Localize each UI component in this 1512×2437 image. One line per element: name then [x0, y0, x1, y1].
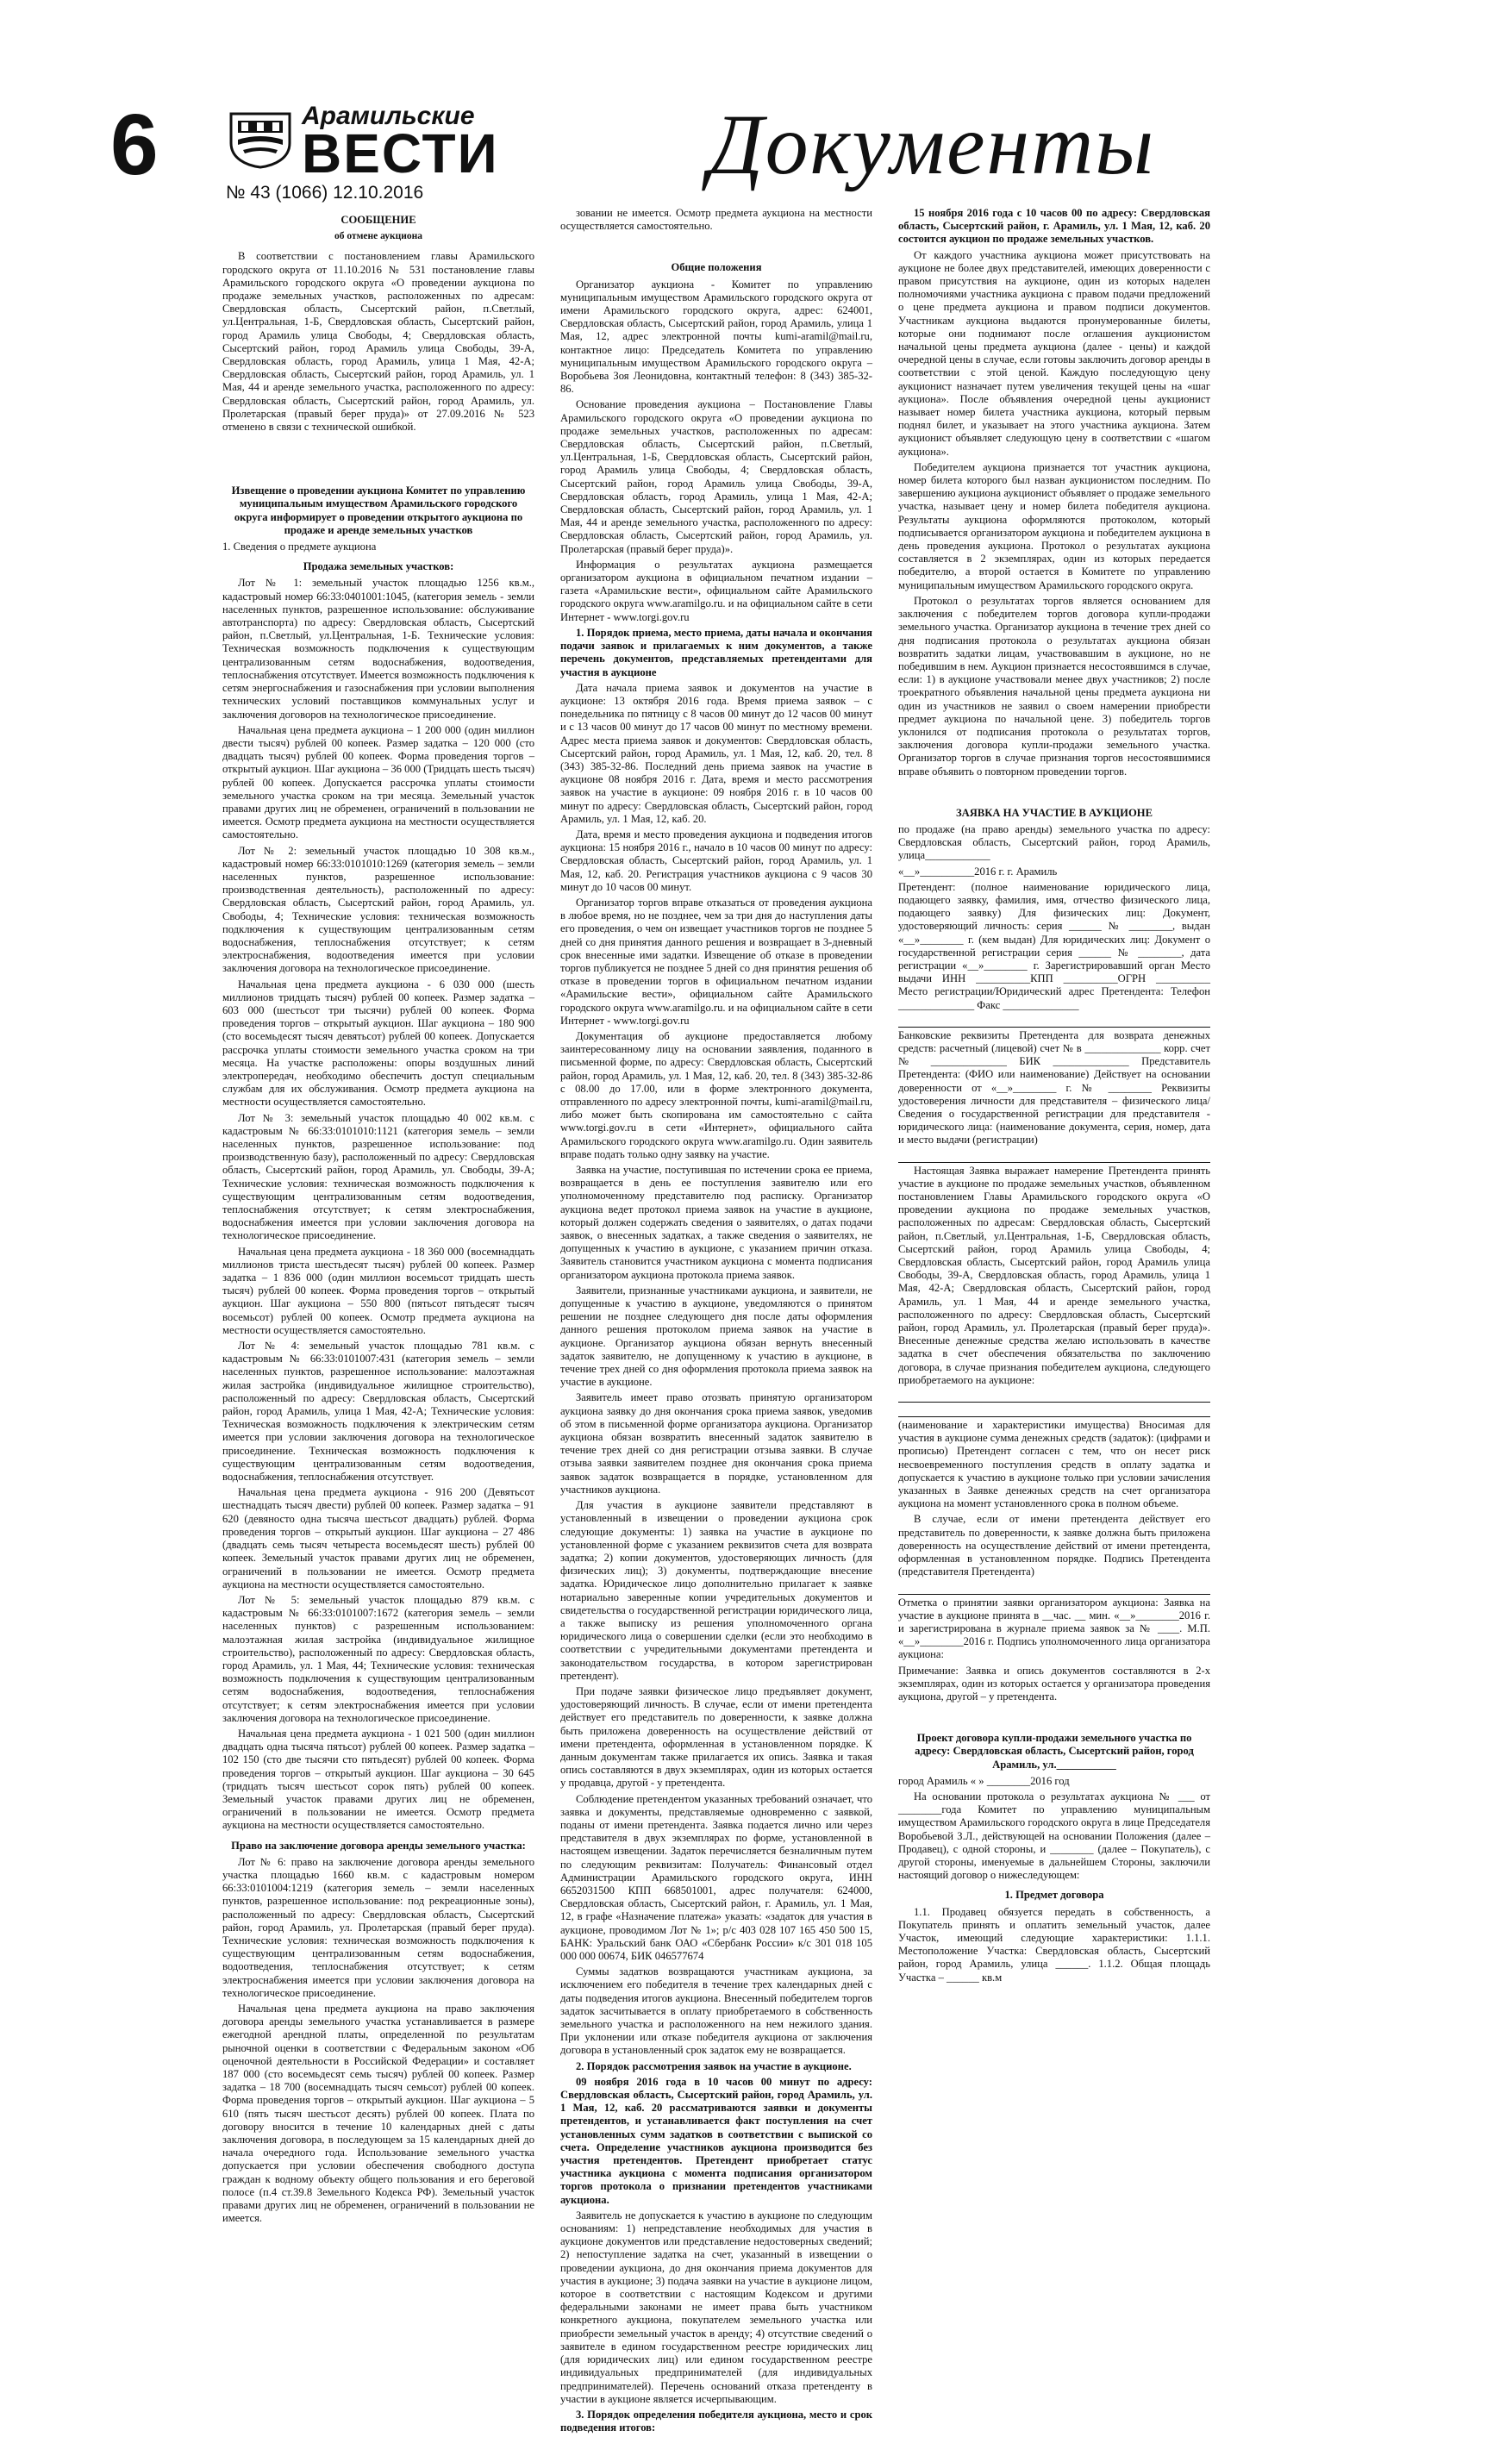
column-1 [222, 207, 534, 2228]
paragraph: Заявитель имеет право отозвать принятую организатором аукциона заявку до дня окончания срока приема заявок, уведомив об этом в письменной форме организатора аукциона. Организатор аукциона обязан возвратить внесенный задаток заявителю в течение трех дней со дня регистрации отзыва заявки. В случае отзыва заявки заявителем позднее дня окончания срока приема заявок задаток возвращается в порядке, установленном для участников аукциона. [560, 1391, 872, 1496]
page-number: 6 [110, 97, 159, 193]
contract-place-date: город Арамиль « » ________2016 год [898, 1774, 1070, 1787]
newspaper-name: ВЕСТИ [302, 122, 499, 184]
paragraph: Дата, время и место проведения аукциона и подведения итогов аукциона: 15 ноября 2016 г., начало в 10 часов 00 минут по адресу: Свердловская область, Сысертский район, город Арамиль, ул. 1 Мая, 12, каб. 20. Регистрация участников аукциона с 9 часов 30 минут до 10 часов 00 минут. [560, 828, 872, 893]
section-title: Документы [709, 97, 1156, 192]
paragraph: Организатор торгов вправе отказаться от проведения аукциона в любое время, но не позднее, чем за три дня до наступления даты его проведения, о чем он извещает участников торгов не позднее 5 дней со дня принятия данного решения и возвращает в 3-дневный срок внесенные ими задатки. Извещение об отказе в проведении торгов публикуется не позднее 5 дней со дня принятия решения об отказе в проведении торгов в официальном печатном издании «Арамильские вести», официальном сайте Арамильского городского округа www.aramilgo.ru. и на официальном сайте в сети Интернет - www.torgi.gov.ru [560, 896, 872, 1027]
lot-3-terms: Начальная цена предмета аукциона - 18 360 000 (восемнадцать миллионов триста шестьдесят тысяч) рублей 00 копеек. Размер задатка – 1 836 000 (один миллион восемьсот тридцать шесть тысяч) рублей 00 копеек. Форма проведения торгов – открытый аукцион. Шаг аукциона – 550 800 (пятьсот пятьдесят тысяч восемьсот) рублей 00 копеек. Осмотр предмета аукциона на местности осуществляется самостоятельно. [222, 1245, 534, 1336]
lot-1: Лот № 1: земельный участок площадью 1256 кв.м., кадастровый номер 66:33:0401001:1045, (категория земель - земли населенных пунктов, разрешенное использование: обслуживание автотранспорта) по адресу: Свердловская область, Сысертский район, п.Светлый, ул.Центральная, 1-Б. Технические условия: Техническая возможность подключения к существующим централизованным сетям водоснабжения, водоотведения, теплоснабжения отсутствует. Имеется возможность подключения к сетям энергоснабжения и газоснабжения при условии выполнения технических условий поставщиков коммунальных услуг и заключения договоров на технологическое присоединение. [222, 577, 534, 721]
newspaper-header [0, 0, 1512, 207]
paragraph: Заявка на участие, поступившая по истечении срока ее приема, возвращается в день ее поступления заявителю или его уполномоченному представителю под расписку. Организатор аукциона ведет протокол приема заявок на участие в аукционе, который должен содержать сведения о заявителях, о датах подачи заявок, о внесенных задатках, а также сведения о заявителях, не допущенных к участию в аукционе, с указанием причин отказа. Заявитель становится участником аукциона с момента подписания организатором аукциона протокола приема заявок. [560, 1164, 872, 1281]
lot-2-terms: Начальная цена предмета аукциона - 6 030 000 (шесть миллионов тридцать тысяч) рублей 00 копеек. Размер задатка – 603 000 (шестьсот три тысячи) рублей 00 копеек. Форма проведения торгов – открытый аукцион. Шаг аукциона – 180 900 (сто восемьдесят тысяч девятьсот) рублей 00 копеек. Допускается рассрочка уплаты стоимости земельного участка сроком на три месяца. На участке расположены: опоры воздушных линий электропередач, необходимо обеспечить доступ специальным службам для их обслуживания. Осмотр предмета аукциона на местности осуществляется самостоятельно. [222, 978, 534, 1109]
paragraph: От каждого участника аукциона может присутствовать на аукционе не более двух представителей, имеющих доверенности с правом присутствия на аукционе, один из которых наделен полномочиями участника аукциона с правом подачи предложений о цене предмета аукциона и правом подписи документов. Участникам аукциона выдаются пронумерованные билеты, которые они поднимают после оглашения аукционистом начальной цены предмета аукциона (далее - цены) и каждой очередной цены в случае, если готовы заключить договор аренды в соответствии с этой ценой. Каждую последующую цену аукционист назначает путем увеличения текущей цены на «шаг аукциона». После объявления очередной цены аукционист называет номер билета участника аукциона, который первым поднял билет, и указывает на этого участника аукциона. Затем аукционист объявляет следующую цену в соответствии с «шагом аукциона». [898, 248, 1210, 458]
notice-subtitle: об отмене аукциона [334, 231, 423, 242]
paragraph: При подаче заявки физическое лицо предъявляет документ, удостоверяющий личность. В случае, если от имени претендента действует его представитель по доверенности, к заявке должна быть приложена доверенность на осуществление действий от имени претендента, оформленная в установленном порядке. К данным документам также прилагается их опись. Заявка и такая опись составляются в двух экземплярах, один из которых остается у продавца, другой - у претендента. [560, 1684, 872, 1790]
form-applicant-fields: Претендент: (полное наименование юридического лица, подающего заявку, фамилия, имя, отчество физического лица, подающего заявку) Для физических лиц: Документ, удостоверяющий личность: серия ______ № ________, выдан «__»________ г. (кем выдан) Для юридических лиц: Документ о государственной регистрации серия ______ № ________, дата регистрации «__»________ г. Зарегистрировавший орган Место выдачи ИНН __________КПП __________ОГРН __________ Место регистрации/Юридический адрес Претендента: Телефон ______________ Факс ______________ [898, 880, 1210, 1011]
subsection-heading: Продажа земельных участков: [303, 560, 454, 573]
paragraph: по продаже (на право аренды) земельного участка по адресу: Свердловская область, Сысертский район, город Арамиль, улица____________ [898, 822, 1210, 862]
form-line [898, 1390, 1210, 1403]
newspaper-name-small: Арамильские [302, 102, 475, 130]
issue-info: № 43 (1066) 12.10.2016 [226, 183, 424, 203]
paragraph: Дата начала приема заявок и документов на участие в аукционе: 13 октября 2016 года. Время приема заявок – с понедельника по пятницу с 8 часов 00 минут до 12 часов 00 минут и с 13 часов 00 минут до 17 часов 00 минут по местному времени. Адрес места приема заявок и документов: Свердловская область, Сысертский район, город Арамиль, ул. 1 Мая, 12, каб. 20, тел. 8 (343) 385-32-86. Последний день приема заявок на участие в аукционе 08 ноября 2016 г. Дата, время и место рассмотрения заявок на участие в аукционе: 09 ноября 2016 г. в 10 часов 00 минут по адресу: Свердловская область, Сысертский район, город Арамиль, ул. 1 Мая, 12, каб. 20. [560, 681, 872, 825]
form-line [898, 1015, 1210, 1028]
subsection-heading: Право на заключение договора аренды земельного участка: [231, 1839, 526, 1852]
lot-2: Лот № 2: земельный участок площадью 10 308 кв.м., кадастровый номер 66:33:0101010:1269 (категория земель – земли населенных пунктов, разрешенное использование: производственная деятельность), расположенный по адресу: Свердловская область, Сысертский район, город Арамиль, ул. Свободы, 4; Технические условия: техническая возможность подключения к существующим централизованным сетям водоснабжения, теплоснабжения отсутствует; к сетям электроснабжения, водоотведения имеется при условии заключения договора на технологическое присоединение. [222, 844, 534, 975]
paragraph: Заявитель не допускается к участию в аукционе по следующим основаниям: 1) непредставление необходимых для участия в аукционе документов или представление недостоверных сведений; 2) непоступление задатка на счет, указанный в извещении о проведении аукциона, до дня окончания приема документов для участия в аукционе; 3) подача заявки на участие в аукционе лицом, которое в соответствии с настоящим Кодексом и другими федеральными законами не имеет права быть участником конкретного аукциона, покупателем земельного участка или приобрести земельный участок в аренду; 4) отсутствие сведений о заявителе в едином государственном реестре юридических лиц (для юридических лиц) или едином государственном реестре индивидуальных предпринимателей (для индивидуальных предпринимателей). Перечень оснований отказа претенденту в участии в аукционе является исчерпывающим. [560, 2209, 872, 2405]
form-note: Примечание: Заявка и опись документов составляются в 2-х экземплярах, один из которых остается у организатора проведения аукциона, другой – у претендента. [898, 1664, 1210, 1703]
form-bank-fields: Банковские реквизиты Претендента для возврата денежных средств: расчетный (лицевой) счет № в ______________ корр. счет № ______________ БИК ______________ Представитель Претендента: (ФИО или наименование) Действует на основании доверенности от «__»________ г. № ________ Реквизиты удостоверения личности для представителя – физического лица/ Сведения о государственной регистрации для представителя - юридического лица: (наименование документа, серия, номер, дата и место выдачи (регистрации) [898, 1028, 1210, 1147]
column-3 [898, 207, 1210, 1987]
lot-4: Лот № 4: земельный участок площадью 781 кв.м. с кадастровым № 66:33:0101007:431 (категория земель – земли населенных пунктов, разрешенное использование: малоэтажная жилая застройка (индивидуальное жилищное строительство), расположенный по адресу: Свердловская область, Сысертский район, город Арамиль, улица 1 Мая, 42-А; Технические условия: Техническая возможность подключения к электрическим сетям имеется при условии заключения договора на технологическое присоединение. Техническая возможность подключения к существующим централизованным сетям водоотведения, водоснабжения, теплоснабжения отсутствует. [222, 1340, 534, 1484]
paragraph: Соблюдение претендентом указанных требований означает, что заявка и документы, представляемые одновременно с заявкой, поданы от имени претендента. Заявка подается лично или через представителя в двух экземплярах по форме, установленной в настоящем извещении. Задаток перечисляется безналичным путем по следующим реквизитам: Получатель: Финансовый отдел Администрации Арамильского городского округа, ИНН 6652031500 КПП 668501001, адрес получателя: 624000, Свердловская область, Сысертский район, г. Арамиль, ул. 1 Мая, 12, в графе «Назначение платежа» указать: «задаток для участия в аукционе, проводимом Лот № 1»; р/с 403 028 107 165 450 500 15, БАНК: Уральский банк ОАО «Сбербанк России» к/с 301 018 105 000 000 00674, БИК 046577674 [560, 1792, 872, 1962]
paragraph: 09 ноября 2016 года в 10 часов 00 минут по адресу: Свердловская область, Сысертский район, город Арамиль, ул. 1 Мая, 12, каб. 20 рассматриваются заявки и документы претендентов, и устанавливается факт поступления на счет установленных сумм задатков в соответствии с выпиской со счета. Определение участников аукциона производится без участия претендентов. Претендент приобретает статус участника аукциона с момента подписания организатором торгов протокола о признании претендентов участниками аукциона. [560, 2075, 872, 2206]
section-heading: 1. Предмет договора [1004, 1889, 1104, 1902]
lot-5-terms: Начальная цена предмета аукциона - 1 021 500 (один миллион двадцать одна тысяча пятьсот) рублей 00 копеек. Размер задатка – 102 150 (сто две тысячи сто пятьдесят) рублей 00 копеек. Форма проведения торгов – открытый аукцион. Шаг аукциона – 30 645 (тридцать тысяч шестьсот сорок пять) рублей 00 копеек. Земельный участок правами других лиц не обременен, ограничений в пользовании не имеется. Осмотр предмета аукциона на местности осуществляется самостоятельно. [222, 1727, 534, 1832]
lot-4-terms: Начальная цена предмета аукциона - 916 200 (Девятьсот шестнадцать тысяч двести) рублей 00 копеек. Размер задатка – 91 620 (девяносто одна тысяча шестьсот двадцать) рублей. Форма проведения торгов – открытый аукцион. Шаг аукциона – 27 486 (двадцать семь тысяч четыреста восемьдесят шесть) рублей 00 копеек. Земельный участок правами других лиц не обременен, ограничений в пользовании не имеется. Осмотр предмета аукциона на местности осуществляется самостоятельно. [222, 1486, 534, 1590]
form-line [898, 1404, 1210, 1417]
paragraph: Победителем аукциона признается тот участник аукциона, номер билета которого был назван аукционистом последним. По завершению аукциона аукционист объявляет о продаже земельного участка, называет цену и номер билета победителя аукциона. Результаты аукциона оформляются протоколом, который подписывается организатором аукциона и победителем аукциона в день проведения аукциона. Протокол о результатах аукциона составляется в 2 экземплярах, один из которых передается победителю, а второй остается в Комитете по управлению муниципальным имуществом Арамильского городского округа. [898, 460, 1210, 591]
paragraph: На основании протокола о результатах аукциона № ___ от ________года Комитет по управлению муниципальным имуществом Арамильского городского округа в лице Председателя Воробьевой З.Л., действующей на основании Положения (далее – Продавец), с одной стороны, и ________ (далее – Покупатель), с другой стороны, именуемые в дальнейшем Стороны, заключили настоящий договор о нижеследующем: [898, 1790, 1210, 1882]
paragraph: Организатор аукциона - Комитет по управлению муниципальным имуществом Арамильского городского округа от имени Арамильского городского округа, адрес: 624001, Свердловская область, Сысертский район, город Арамиль, улица 1 Мая, 12, адрес электронной почты kumi-aramil@mail.ru, контактное лицо: Председатель Комитета по управлению муниципальным имуществом Арамильского городского округа – Воробьева Зоя Леонидовна, контактный телефон: 8 (343) 385-32-86. [560, 278, 872, 396]
paragraph: Настоящая Заявка выражает намерение Претендента принять участие в аукционе по продаже земельных участков, объявленном постановлением Главы Арамильского городского округа «О проведении аукциона по продаже земельных участков, расположенных по адресам: Свердловская область, Сысертский район, п.Светлый, ул.Центральная, 1-Б, Свердловская область, Сысертский район, город Арамиль улица Свободы, 4; Свердловская область, Сысертский район, город Арамиль улица Свободы, 39-А, Свердловская область, город Арамиль, улица 1 Мая, 42-А; Свердловская область, Сысертский район, город Арамиль, ул. 1 Мая, 44 и аренде земельного участка, расположенного по адресу: Свердловская область, Сысертский район, город Арамиль, ул. Пролетарская (правый берег пруда)». Внесенные денежные средства желаю использовать в качестве задатка в счет обеспечения обязательства по заключению договора, в случае признания победителем аукциона, следующего приобретаемого на аукционе: [898, 1164, 1210, 1386]
lot-5: Лот № 5: земельный участок площадью 879 кв.м. с кадастровым № 66:33:0101007:1672 (категория земель – земли населенных пунктов) с разрешенным использованием: малоэтажная жилая застройка (индивидуальное жилищное строительство), расположенный по адресу: Свердловская область, город Арамиль, ул. 1 Мая, 44; Технические условия: техническая возможность подключения к существующим централизованным сетям водоснабжения, водоотведения, теплоснабжения отсутствует; к сетям электроснабжения имеется при условии заключения договора на технологическое присоединение. [222, 1593, 534, 1724]
application-form-title: ЗАЯВКА НА УЧАСТИЕ В АУКЦИОНЕ [956, 806, 1153, 819]
form-date-line: «__»__________2016 г. г. Арамиль [898, 865, 1058, 878]
column-2 [560, 207, 872, 2437]
paragraph: Заявители, признанные участниками аукциона, и заявители, не допущенные к участию в аукционе, уведомляются о принятом решении не позднее следующего дня после даты оформления данного решения протоколом приема заявок на участие в аукционе. Организатор аукциона обязан вернуть внесенный задаток заявителю, не допущенному к участию в аукционе, в течение трех дней со дня оформления протокола приема заявок на участие в аукционе. [560, 1284, 872, 1389]
paragraph: Информация о результатах аукциона размещается организатором аукциона в официальном печатном издании – газета «Арамильские вести», официальном сайте Арамильского городского округа www.aramilgo.ru. и на официальном сайте в сети Интернет - www.torgi.gov.ru [560, 558, 872, 623]
paragraph: зовании не имеется. Осмотр предмета аукциона на местности осуществляется самостоятельно. [560, 207, 872, 233]
paragraph: Документация об аукционе предоставляется любому заинтересованному лицу на основании заявления, поданного в письменной форме, по адресу: Свердловская область, Сысертский район, город Арамиль, ул. 1 Мая, 12, каб. 20, тел. 8 (343) 385-32-86 с 08.00 до 17.00, или в форме электронного документа, отправленного по адресу электронной почты, kumi-aramil@mail.ru, либо может быть скопирована им самостоятельно с сайта www.torgi.gov.ru в сети «Интернет», официального сайта Арамильского городского округа www.aramilgo.ru. Один заявитель вправе подать только одну заявку на участие. [560, 1029, 872, 1160]
section-heading: 1. Сведения о предмете аукциона [222, 541, 377, 553]
lot-6: Лот № 6: право на заключение договора аренды земельного участка площадью 1660 кв.м. с кадастровым номером 66:33:0101004:1219 (категория земель – земли населенных пунктов, разрешенное использование: под рекреационные зоны), расположенный по адресу: Свердловская область, Сысертский район, город Арамиль, ул. Пролетарская (правый берег пруда). Технические условия: техническая возможность подключения к существующим централизованным сетям водоснабжения, водоотведения, теплоснабжения отсутствует; к сетям электроснабжения имеется при условии заключения договора на технологическое присоединение. [222, 1855, 534, 1999]
lot-3: Лот № 3: земельный участок площадью 40 002 кв.м. с кадастровым № 66:33:0101010:1121 (категория земель – земли населенных пунктов, разрешенное использование: под производственную базу), расположенный по адресу: Свердловская область, Сысертский район, город Арамиль, ул. Свободы, 39-А; Технические условия: техническая возможность подключения к существующим централизованным сетям водоотведения, теплоснабжения отсутствует; к сетям электроснабжения, водоснабжения имеется при условии заключения договора на технологическое присоединение. [222, 1111, 534, 1242]
paragraph: 1.1. Продавец обязуется передать в собственность, а Покупатель принять и оплатить земельный участок, далее Участок, имеющий следующие характеристики: 1.1.1. Местоположение Участка: Свердловская область, Сысертский район, город Арамиль, улица ______. 1.1.2. Общая площадь Участка – ______ кв.м [898, 1905, 1210, 1984]
paragraph: Протокол о результатах торгов является основанием для заключения с победителем торгов договора купли-продажи земельного участка. Организатор аукциона в течение трех дней со дня подписания протокола о результатах аукциона обязан возвратить задатки лицам, участвовавшим в аукционе, но не победившим в нем. Аукцион признается несостоявшимся в случае, если: 1) в аукционе участвовали менее двух участников; 2) после троекратного объявления начальной цены предмета аукциона ни один из участников не заявил о своем намерении приобрести предмет аукциона по начальной цене. 3) победитель торгов уклонился от подписания протокола о результатах торгов, заключения договора купли-продажи земельного участка. Организатор торгов в случае признания торгов несостоявшимися вправе объявить о повторном проведении торгов. [898, 594, 1210, 778]
contract-title: Проект договора купли-продажи земельного участка по адресу: Свердловская область, Сысертский район, город Арамиль, ул.___________ [915, 1732, 1194, 1771]
announcement-title: Извещение о проведении аукциона Комитет по управлению муниципальным имуществом Арамильского городского округа информирует о проведении открытого аукциона по продаже и аренде земельных участков [231, 484, 526, 536]
lot-1-terms: Начальная цена предмета аукциона – 1 200 000 (один миллион двести тысяч) рублей 00 копеек. Размер задатка – 120 000 (сто двадцать тысяч) рублей 00 копеек. Форма проведения торгов – открытый аукцион. Шаг аукциона – 36 000 (Тридцать шесть тысяч) рублей 00 копеек. Допускается рассрочка уплаты стоимости земельного участка сроком на три месяца. Земельный участок правами других лиц не обременен, ограничений в пользовании не имеется. Осмотр предмета аукциона на местности осуществляется самостоятельно. [222, 723, 534, 841]
paragraph: 15 ноября 2016 года с 10 часов 00 по адресу: Свердловская область, Сысертский район, г. Арамиль, ул. 1 Мая, 12, каб. 20 состоится аукцион по продаже земельных участков. [898, 207, 1210, 246]
paragraph: В соответствии с постановлением главы Арамильского городского округа от 11.10.2016 № 531 постановление главы Арамильского городского округа «О проведении аукциона по продаже земельных участков, расположенных по адресам: Свердловская область, Сысертский район, п.Светлый, ул.Центральная, 1-Б, Свердловская область, Сысертский район, город Арамиль улица Свободы, 4; Свердловская область, Сысертский район, город Арамиль улица Свободы, 39-А, Свердловская область, город Арамиль, улица 1 Мая, 42-А; Свердловская область, Сысертский район, город Арамиль, ул. 1 Мая, 44 и аренде земельного участка, расположенного по адресу: Свердловская область, Сысертский район, город Арамиль, ул. Пролетарская (правый берег пруда)» от 27.09.2016 № 523 отменено в связи с технической ошибкой. [222, 250, 534, 434]
paragraph: Для участия в аукционе заявители представляют в установленный в извещении о проведении аукциона срок следующие документы: 1) заявка на участие в аукционе по установленной форме с указанием реквизитов счета для возврата задатка; 2) копии документов, удостоверяющих личность (для физических лиц); 3) документы, подтверждающие внесение задатка. Юридическое лицо дополнительно прилагает к заявке нотариально заверенные копии учредительных документов и свидетельства о государственной регистрации юридического лица, а также выписку из решения уполномоченного органа юридического лица о совершении сделки (если это необходимо в соответствии с учредительными документами претендента и законодательством государства, в котором зарегистрирован претендент). [560, 1499, 872, 1682]
form-acceptance-mark: Отметка о принятии заявки организатором аукциона: Заявка на участие в аукционе принята в __час. __ мин. «__»________2016 г. и зарегистрирована в журнале приема заявок за № ____. М.П. «__»________2016 г. Подпись уполномоченного лица организатора аукциона: [898, 1596, 1210, 1661]
paragraph: В случае, если от имени претендента действует его представитель по доверенности, к заявке должна быть приложена доверенность на осуществление действий от имени претендента, оформленная в установленном порядке. Подпись Претендента (представителя Претендента) [898, 1513, 1210, 1578]
notice-title: СООБЩЕНИЕ [341, 214, 416, 226]
section-heading: 3. Порядок определения победителя аукциона, место и срок подведения итогов: [560, 2408, 872, 2434]
paragraph: Суммы задатков возвращаются участникам аукциона, за исключением его победителя в течение трех календарных дней с даты подведения итогов аукциона. Внесенный победителем торгов задаток засчитывается в оплату приобретаемого в собственность земельного участка и расположенного на нем нежилого здания. При уклонении или отказе победителя аукциона от заключения договора в установленный срок задаток ему не возвращается. [560, 1965, 872, 2057]
coat-of-arms-icon [226, 110, 295, 169]
section-heading: 2. Порядок рассмотрения заявок на участие в аукционе. [576, 2059, 852, 2072]
section-heading: Общие положения [671, 261, 762, 274]
paragraph: (наименование и характеристики имущества) Вносимая для участия в аукционе сумма денежных средств (задаток): (цифрами и прописью) Претендент согласен с тем, что он несет риск несвоевременного поступления средств в оплату задатка и допускается к участию в аукционе только при условии зачисления указанных в Заявке денежных средств на счет организатора аукциона на момент установленного срока в полном объеме. [898, 1419, 1210, 1510]
form-line [898, 1582, 1210, 1595]
lot-6-terms: Начальная цена предмета аукциона на право заключения договора аренды земельного участка устанавливается в размере ежегодной арендной платы, определенной по результатам рыночной оценки в соответствии с Федеральным законом «Об оценочной деятельности в Российской Федерации» и составляет 187 000 (сто восемьдесят семь тысяч) рублей 00 копеек. Размер задатка – 18 700 (восемнадцать тысяч семьсот) рублей 00 копеек. Форма проведения торгов – открытый аукцион. Шаг аукциона – 5 610 (пять тысяч шестьсот десять) рублей 00 копеек. Плата по договору вносится в течение 10 календарных дней с даты заключения договора, в последующем за 15 календарных дней до начала очередного года. Использование земельного участка допускается при условии обеспечения свободного доступа граждан к водному объекту общего пользования и его береговой полосе (п.4 ст.39.8 Земельного Кодекса РФ). Земельный участок правами других лиц не обременен, ограничений в пользовании не имеется. [222, 2003, 534, 2225]
section-heading: 1. Порядок приема, место приема, даты начала и окончания подачи заявок и прилагаемых к ним документов, а также перечень документов, представляемых претендентами для участия в аукционе [560, 626, 872, 678]
form-line [898, 1150, 1210, 1163]
paragraph: Основание проведения аукциона – Постановление Главы Арамильского городского округа «О проведении аукциона по продаже земельных участков, расположенных по адресам: Свердловская область, Сысертский район, п.Светлый, ул.Центральная, 1-Б, Свердловская область, Сысертский район, город Арамиль улица Свободы, 4; Свердловская область, Сысертский район, город Арамиль улица Свободы, 39-А, Свердловская область, город Арамиль, улица 1 Мая, 42-А; Свердловская область, Сысертский район, город Арамиль, ул. 1 Мая, 44 и аренде земельного участка, расположенного по адресу: Свердловская область, Сысертский район, город Арамиль, ул. Пролетарская (правый берег пруда)». [560, 398, 872, 555]
